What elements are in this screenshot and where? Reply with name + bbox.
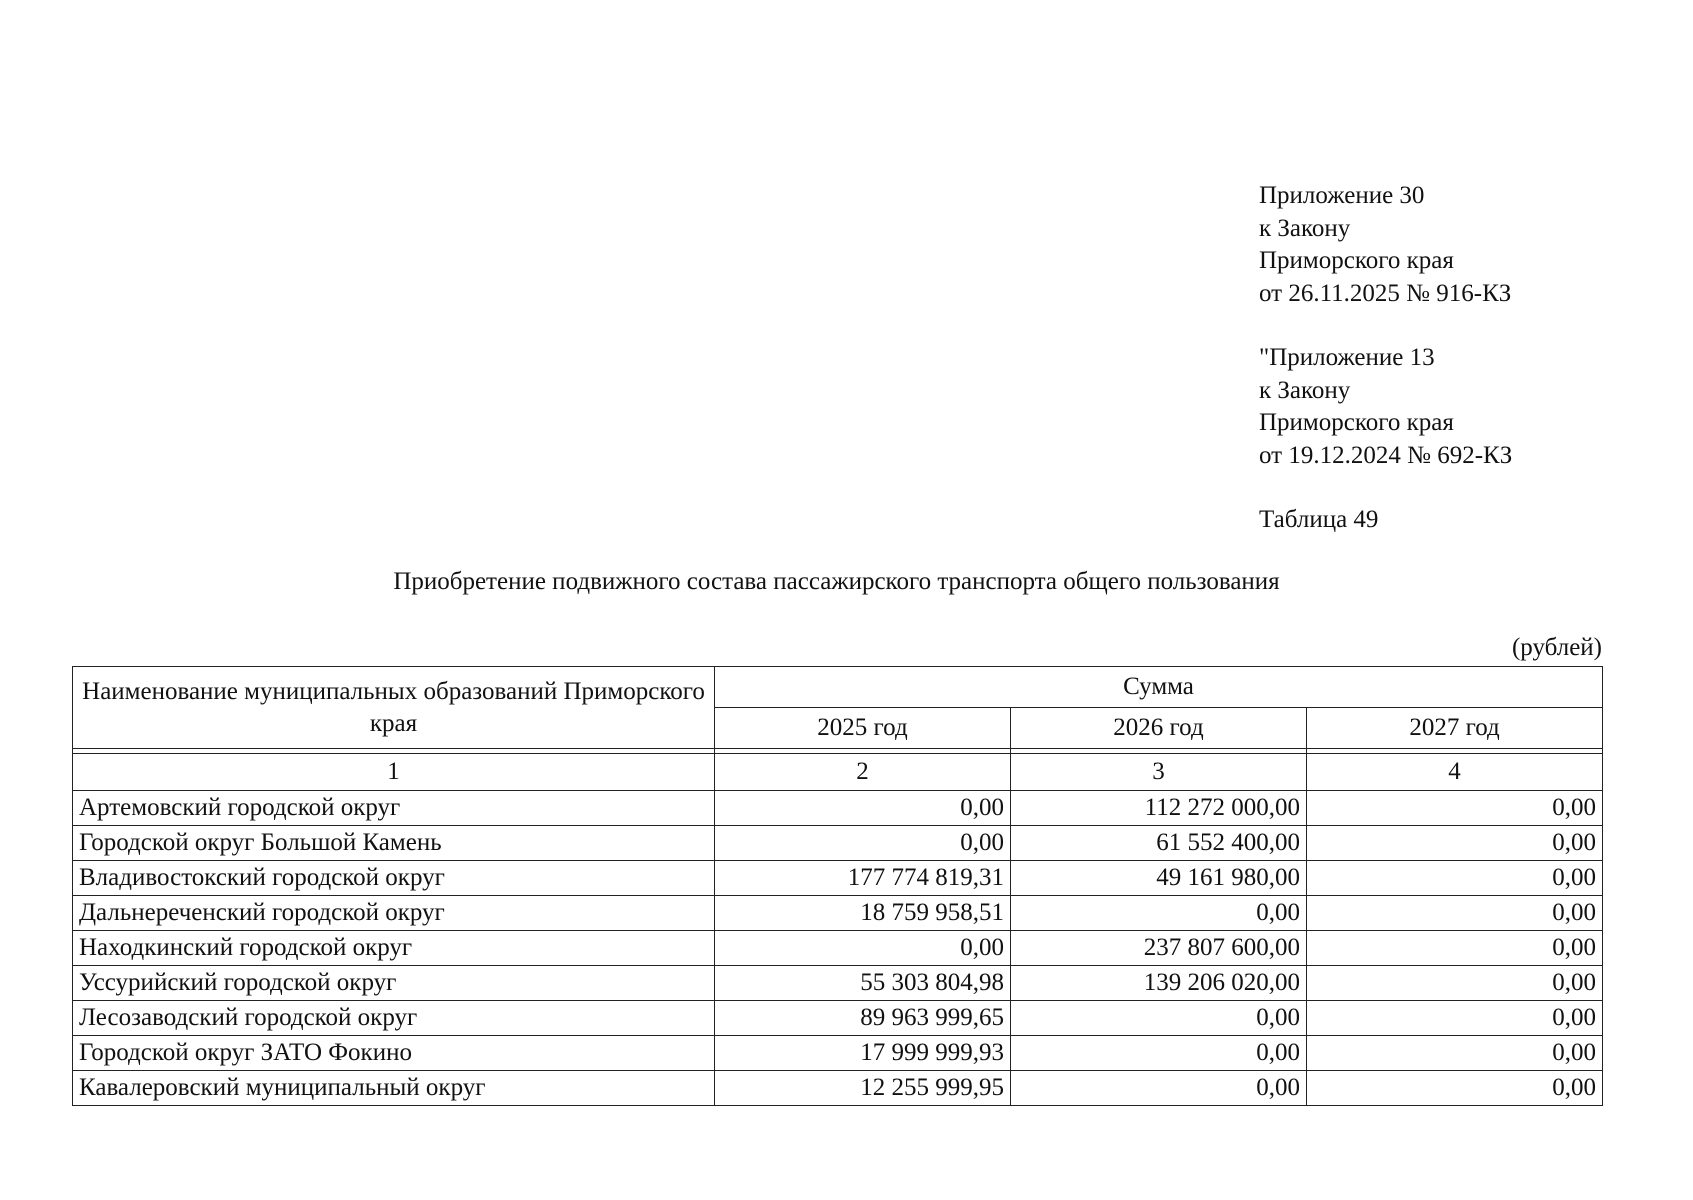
municipality-name: Находкинский городской округ bbox=[73, 931, 715, 966]
table-row bbox=[73, 826, 1603, 861]
appendix-line: к Закону bbox=[1259, 376, 1351, 404]
table-row bbox=[73, 1036, 1603, 1071]
header-year-2025: 2025 год bbox=[715, 708, 1011, 749]
appendix-line: от 19.12.2024 № 692-КЗ bbox=[1259, 441, 1513, 469]
amount-2026: 0,00 bbox=[1011, 1071, 1307, 1106]
municipality-name: Городской округ Большой Камень bbox=[73, 826, 715, 861]
municipality-name: Артемовский городской округ bbox=[73, 791, 715, 826]
appendix-line: Приморского края bbox=[1259, 247, 1454, 274]
amount-2025: 12 255 999,95 bbox=[715, 1071, 1011, 1106]
amount-2027: 0,00 bbox=[1307, 791, 1603, 826]
header-year-2026: 2026 год bbox=[1011, 708, 1307, 749]
column-number: 1 bbox=[73, 754, 715, 791]
amount-2026: 0,00 bbox=[1011, 896, 1307, 931]
appendix-line: "Приложение 13 bbox=[1259, 344, 1435, 371]
amount-2025: 55 303 804,98 bbox=[715, 966, 1011, 1001]
table-row bbox=[73, 1071, 1603, 1106]
unit-label: (рублей) bbox=[1511, 634, 1602, 661]
amount-2025: 0,00 bbox=[715, 931, 1011, 966]
appendix-previous bbox=[1259, 342, 1512, 472]
table-row bbox=[73, 1001, 1603, 1036]
amount-2026: 0,00 bbox=[1011, 1001, 1307, 1036]
appendix-header bbox=[1259, 180, 1512, 537]
appendix-line: к Закону bbox=[1259, 214, 1351, 242]
amount-2027: 0,00 bbox=[1307, 826, 1603, 861]
amount-2027: 0,00 bbox=[1307, 1036, 1603, 1071]
table-row bbox=[73, 791, 1603, 826]
amount-2025: 177 774 819,31 bbox=[715, 861, 1011, 896]
table-label: Таблица 49 bbox=[1259, 506, 1379, 533]
amount-2026: 49 161 980,00 bbox=[1011, 861, 1307, 896]
amount-2027: 0,00 bbox=[1307, 861, 1603, 896]
appendix-current bbox=[1259, 180, 1512, 310]
amount-2026: 237 807 600,00 bbox=[1011, 931, 1307, 966]
appendix-line: Приложение 30 bbox=[1259, 182, 1425, 209]
municipality-name: Владивостокский городской округ bbox=[73, 861, 715, 896]
municipality-name: Уссурийский городской округ bbox=[73, 966, 715, 1001]
header-sum: Сумма bbox=[715, 667, 1603, 708]
appendix-line: Приморского края bbox=[1259, 409, 1454, 436]
table-row bbox=[73, 966, 1603, 1001]
municipality-name: Городской округ ЗАТО Фокино bbox=[73, 1036, 715, 1071]
amount-2027: 0,00 bbox=[1307, 1001, 1603, 1036]
amount-2025: 0,00 bbox=[715, 791, 1011, 826]
amount-2027: 0,00 bbox=[1307, 931, 1603, 966]
amount-2025: 17 999 999,93 bbox=[715, 1036, 1011, 1071]
amount-2026: 61 552 400,00 bbox=[1011, 826, 1307, 861]
table-row bbox=[73, 896, 1603, 931]
amount-2027: 0,00 bbox=[1307, 896, 1603, 931]
header-year-2027: 2027 год bbox=[1307, 708, 1603, 749]
municipality-name: Лесозаводский городской округ bbox=[73, 1001, 715, 1036]
municipality-name: Дальнереченский городской округ bbox=[73, 896, 715, 931]
document-title-text: Приобретение подвижного состава пассажирского транспорта общего пользования bbox=[393, 568, 1280, 595]
column-number: 2 bbox=[715, 754, 1011, 791]
header-row bbox=[73, 667, 1603, 708]
amount-2025: 89 963 999,65 bbox=[715, 1001, 1011, 1036]
amount-2027: 0,00 bbox=[1307, 966, 1603, 1001]
table-row bbox=[73, 861, 1603, 896]
amount-2025: 18 759 958,51 bbox=[715, 896, 1011, 931]
amount-2026: 0,00 bbox=[1011, 1036, 1307, 1071]
amount-2026: 112 272 000,00 bbox=[1011, 791, 1307, 826]
table-row bbox=[73, 931, 1603, 966]
column-number: 4 bbox=[1307, 754, 1603, 791]
column-number-row bbox=[73, 754, 1603, 791]
amount-2025: 0,00 bbox=[715, 826, 1011, 861]
header-name: Наименование муниципальных образований Приморского края bbox=[73, 667, 715, 749]
amount-2026: 139 206 020,00 bbox=[1011, 966, 1307, 1001]
budget-table bbox=[72, 666, 1603, 1106]
document-title bbox=[0, 568, 1693, 596]
amount-2027: 0,00 bbox=[1307, 1071, 1603, 1106]
appendix-line: от 26.11.2025 № 916-КЗ bbox=[1259, 279, 1512, 307]
municipality-name: Кавалеровский муниципальный округ bbox=[73, 1071, 715, 1106]
column-number: 3 bbox=[1011, 754, 1307, 791]
